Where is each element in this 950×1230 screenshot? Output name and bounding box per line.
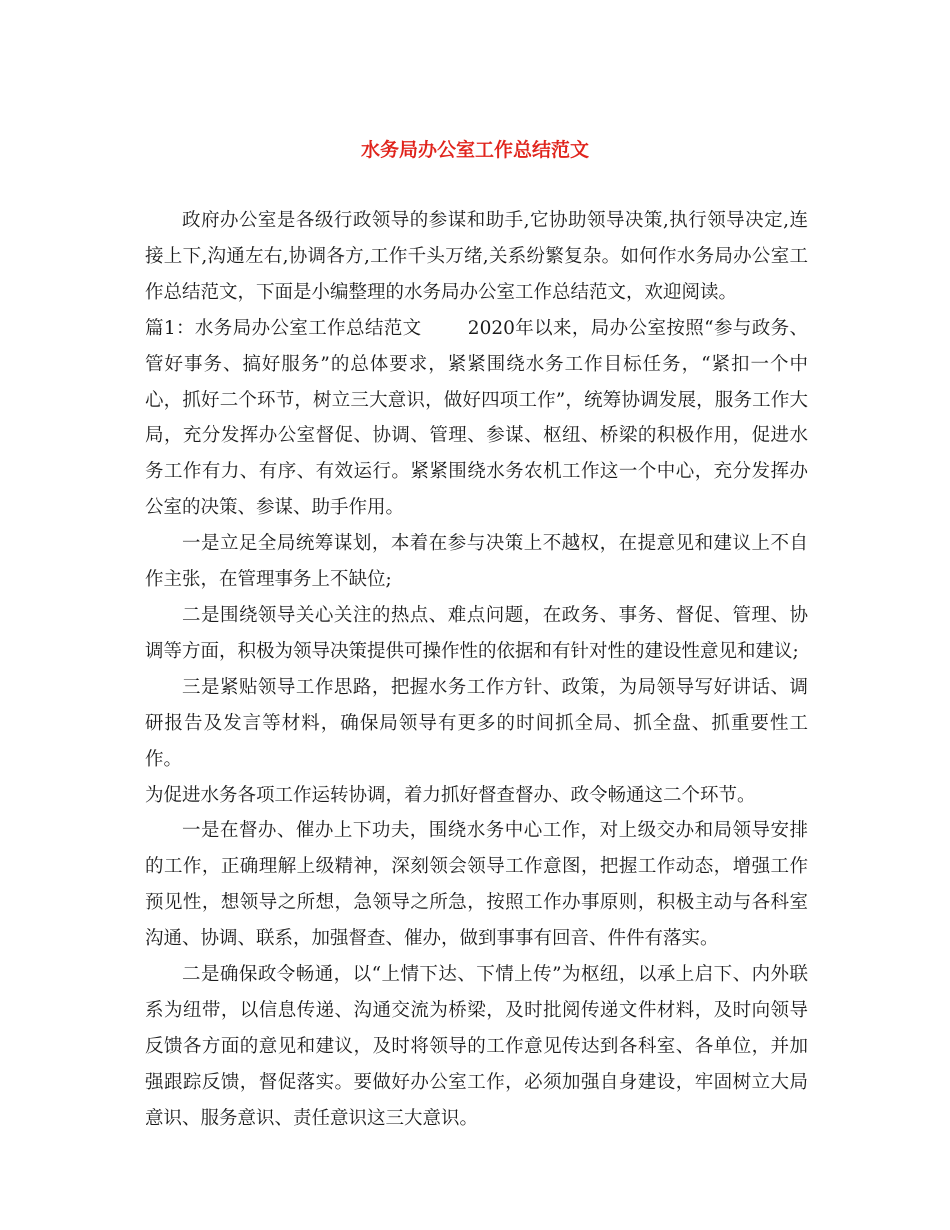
- paragraph-1: 一是立足全局统筹谋划，本着在参与决策上不越权，在提意见和建议上不自作主张，在管理事务上不缺位;: [145, 533, 808, 591]
- paragraph-4: 一是在督办、催办上下功夫，围绕水务中心工作，对上级交办和局领导安排的工作，正确理解上级精神，深刻领会领导工作意图，把握工作动态，增强工作预见性，想领导之所想，急领导之所急，按照工作办事原则，积极主动与各科室沟通、协调、联系，加强督查、催办，做到事事有回音、件件有落实。: [145, 820, 808, 950]
- paragraph-5: 二是确保政令畅通，以“上情下达、下情上传”为枢纽，以承上启下、内外联系为纽带，以信息传递、沟通交流为桥梁，及时批阅传递文件材料，及时向领导反馈各方面的意见和建议，及时将领导的工作意见传达到各科室、各单位，并加强跟踪反馈，督促落实。要做好办公室工作，必须加强自身建设，牢固树立大局意识、服务意识、责任意识这三大意识。: [145, 964, 808, 1129]
- section-paragraph: [145, 311, 808, 526]
- document-title: 水务局办公室工作总结范文: [360, 139, 589, 161]
- paragraph-2: 二是围绕领导关心关注的热点、难点问题，在政务、事务、督促、管理、协调等方面，积极为领导决策提供可操作性的依据和有针对性的建设性意见和建议;: [145, 604, 808, 662]
- section-body: 2020年以来，局办公室按照“参与政务、管好事务、搞好服务”的总体要求，紧紧围绕水务工作目标任务，“紧扣一个中心，抓好二个环节，树立三大意识，做好四项工作”，统筹协调发展，服务工作大局，充分发挥办公室督促、协调、管理、参谋、枢纽、桥梁的积极作用，促进水务工作有力、有序、有效运行。紧紧围绕水务农机工作这一个中心，充分发挥办公室的决策、参谋、助手作用。: [145, 317, 808, 519]
- intro-paragraph: 政府办公室是各级行政领导的参谋和助手,它协助领导决策,执行领导决定,连接上下,沟通左右,协调各方,工作千头万绪,关系纷繁复杂。如何作水务局办公室工作总结范文，下面是小编整理的水务局办公室工作总结范文，欢迎阅读。: [145, 210, 808, 303]
- paragraph-3: 三是紧贴领导工作思路，把握水务工作方针、政策，为局领导写好讲话、调研报告及发言等材料，确保局领导有更多的时间抓全局、抓全盘、抓重要性工作。: [145, 676, 808, 770]
- document-body: [145, 203, 808, 1137]
- paragraph-3b: 为促进水务各项工作运转协调，着力抓好督查督办、政令畅通这二个环节。: [145, 784, 756, 806]
- section-label: 篇1：水务局办公室工作总结范文: [145, 317, 422, 339]
